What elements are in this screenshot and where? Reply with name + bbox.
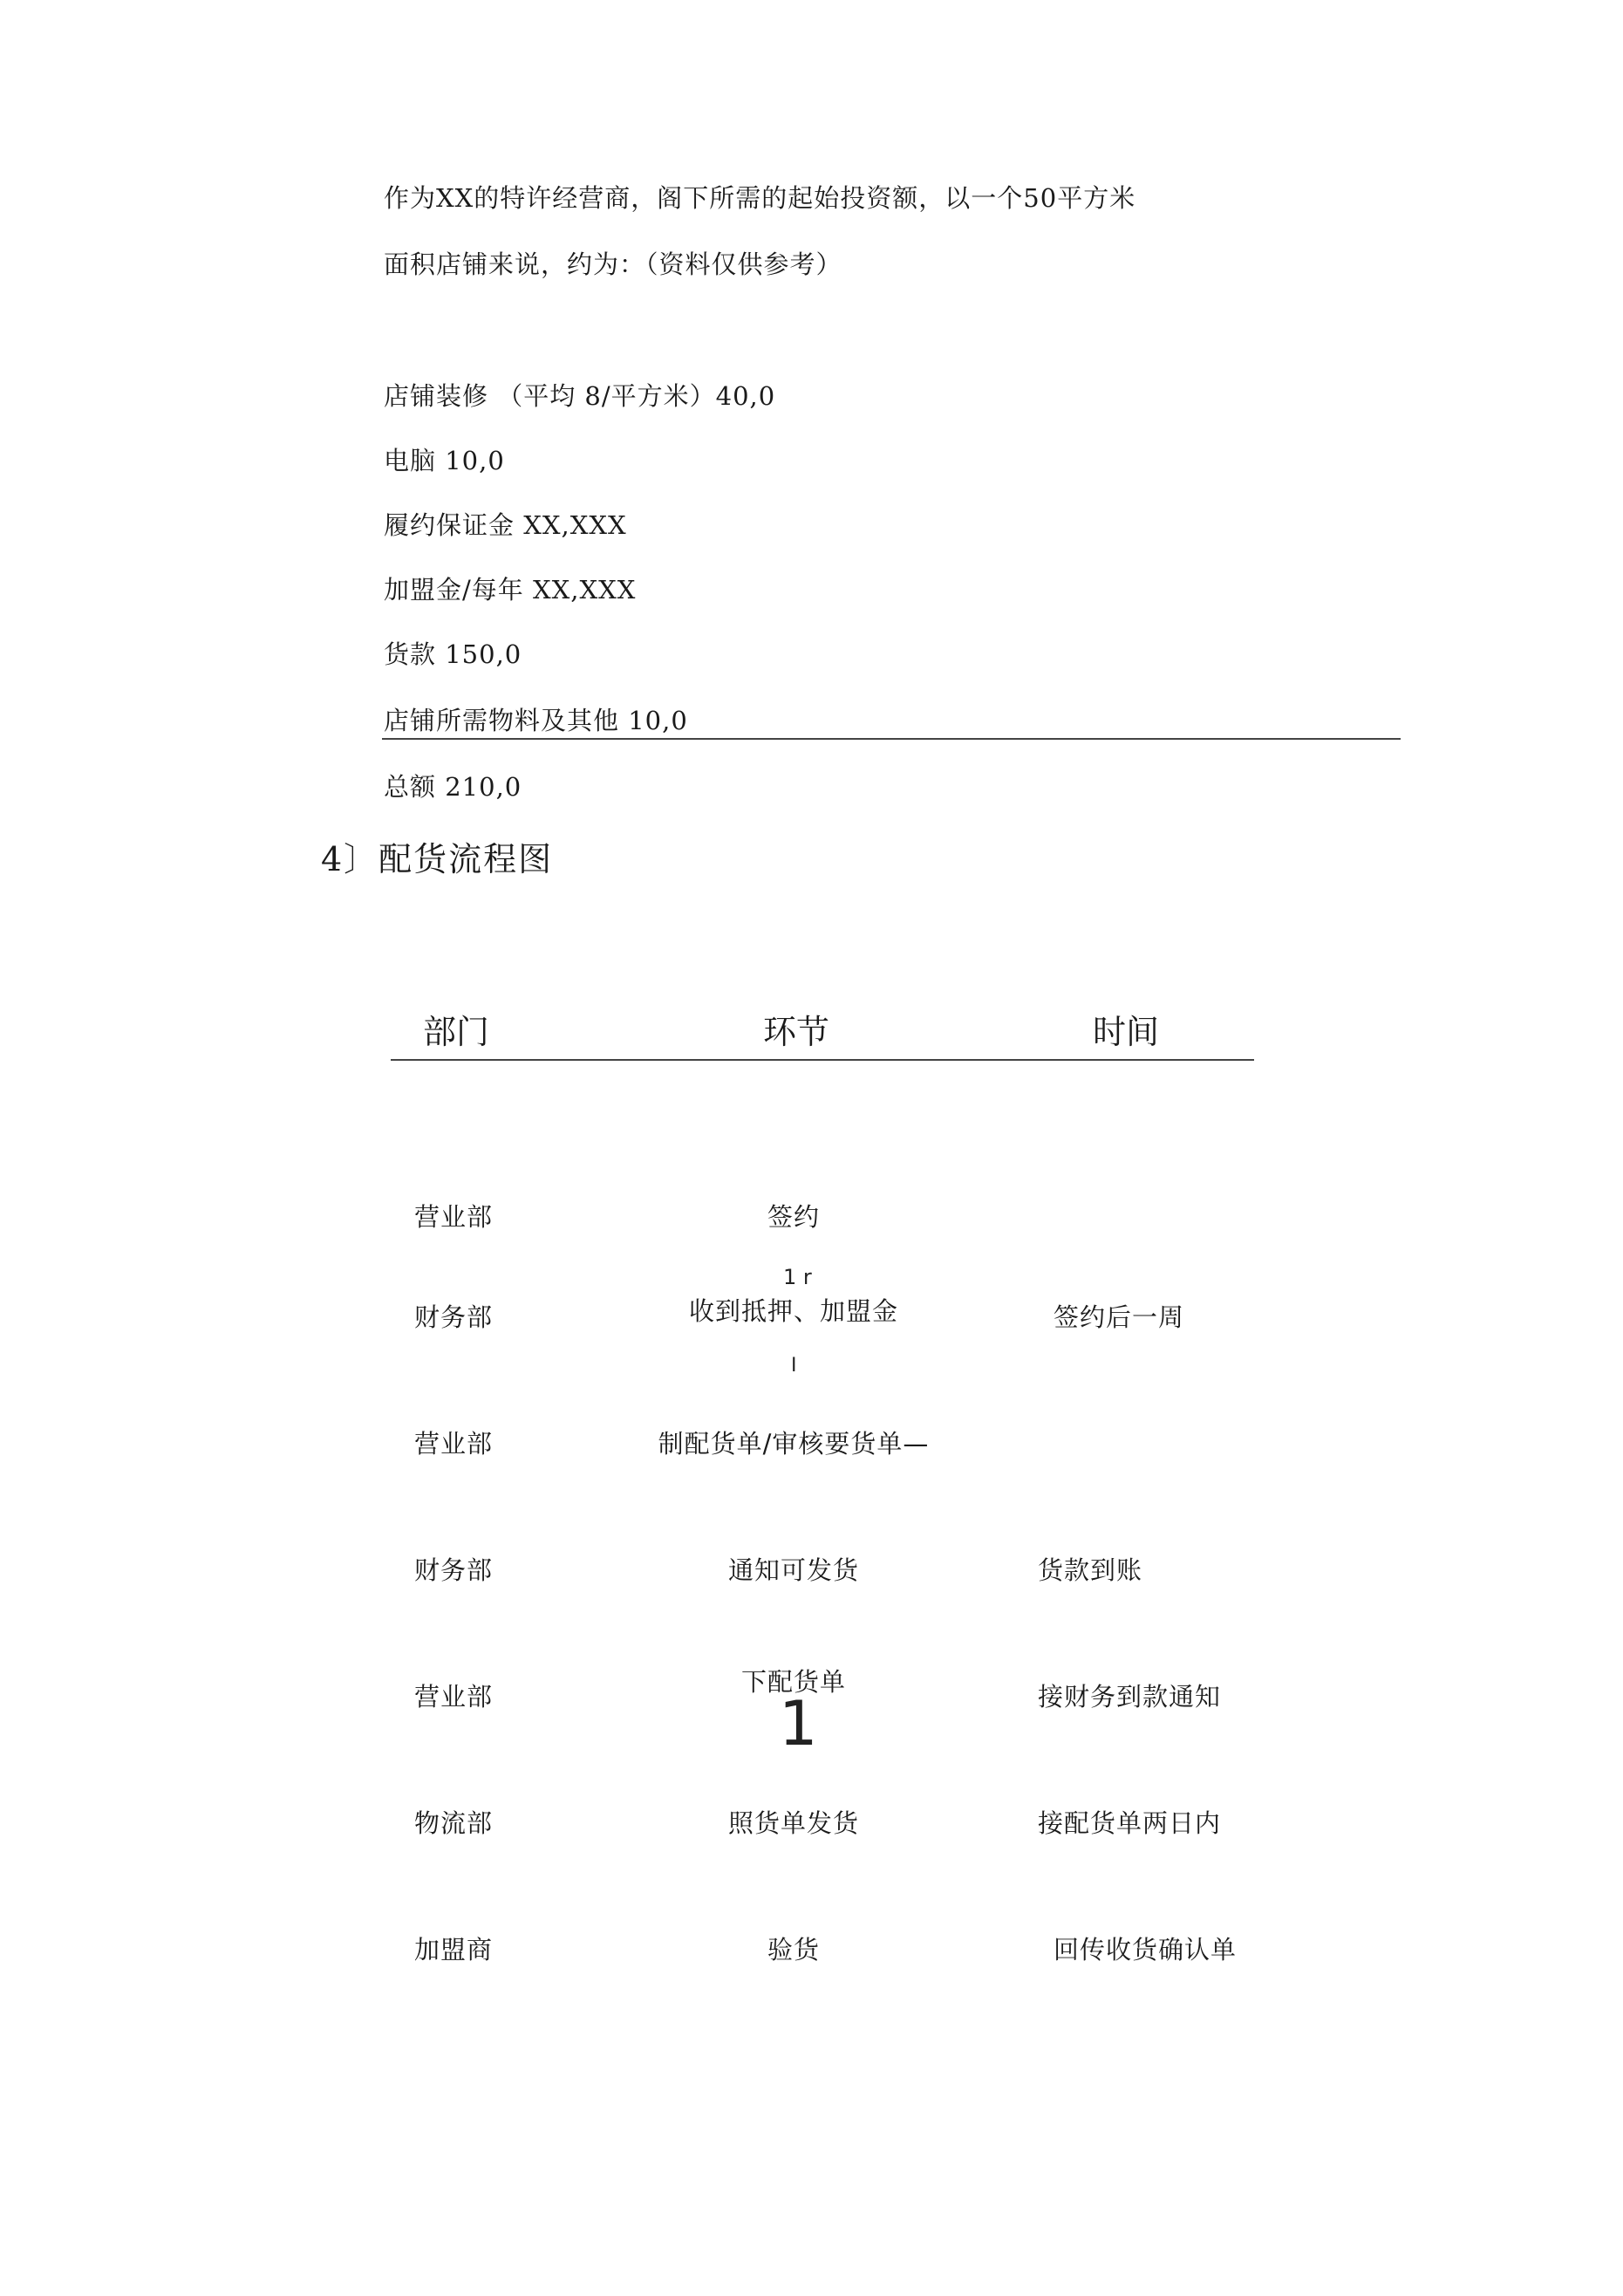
flow-mark-2: I	[791, 1355, 797, 1377]
header-department: 部门	[423, 1013, 490, 1051]
header-divider	[391, 1059, 1254, 1061]
intro-line-2: 面积店铺来说，约为：（资料仅供参考）	[384, 249, 842, 279]
cost-item-renovation: 店铺装修 （平均 8/平方米）40,0	[384, 381, 776, 411]
cost-item-materials: 店铺所需物料及其他 10,0	[384, 706, 688, 735]
flow-mark-3: 1	[779, 1688, 818, 1760]
row-2-time: 签约后一周	[1054, 1302, 1185, 1332]
row-7-step: 验货	[767, 1935, 820, 1965]
row-2-department: 财务部	[414, 1302, 494, 1332]
row-5-department: 营业部	[414, 1682, 494, 1712]
total-divider	[382, 738, 1401, 740]
row-5-step: 下配货单	[740, 1667, 846, 1697]
cost-total: 总额 210,0	[384, 772, 522, 802]
row-3-step: 制配货单/审核要货单—	[658, 1429, 930, 1459]
row-7-department: 加盟商	[414, 1935, 494, 1965]
row-4-step: 通知可发货	[727, 1555, 859, 1585]
cost-item-goods: 货款 150,0	[384, 639, 522, 669]
row-4-time: 货款到账	[1038, 1555, 1143, 1585]
cost-item-deposit: 履约保证金 XX,XXX	[384, 510, 627, 540]
row-6-department: 物流部	[414, 1808, 494, 1838]
row-6-step: 照货单发货	[727, 1808, 859, 1838]
row-2-step: 收到抵押、加盟金	[688, 1296, 898, 1326]
cost-item-franchise-fee: 加盟金/每年 XX,XXX	[384, 575, 637, 605]
row-3-department: 营业部	[414, 1429, 494, 1459]
cost-item-computer: 电脑 10,0	[384, 446, 505, 475]
flow-mark-1: 1 r	[783, 1265, 812, 1289]
intro-line-1: 作为XX的特许经营商，阁下所需的起始投资额，以一个50平方米	[384, 183, 1136, 213]
row-4-department: 财务部	[414, 1555, 494, 1585]
header-time: 时间	[1093, 1013, 1160, 1051]
row-1-department: 营业部	[414, 1202, 494, 1232]
row-5-time: 接财务到款通知	[1038, 1682, 1222, 1712]
row-7-time: 回传收货确认单	[1054, 1935, 1238, 1965]
section-heading: 4〕配货流程图	[321, 840, 554, 878]
row-1-step: 签约	[767, 1202, 820, 1232]
row-6-time: 接配货单两日内	[1038, 1808, 1222, 1838]
header-step: 环节	[763, 1013, 830, 1051]
